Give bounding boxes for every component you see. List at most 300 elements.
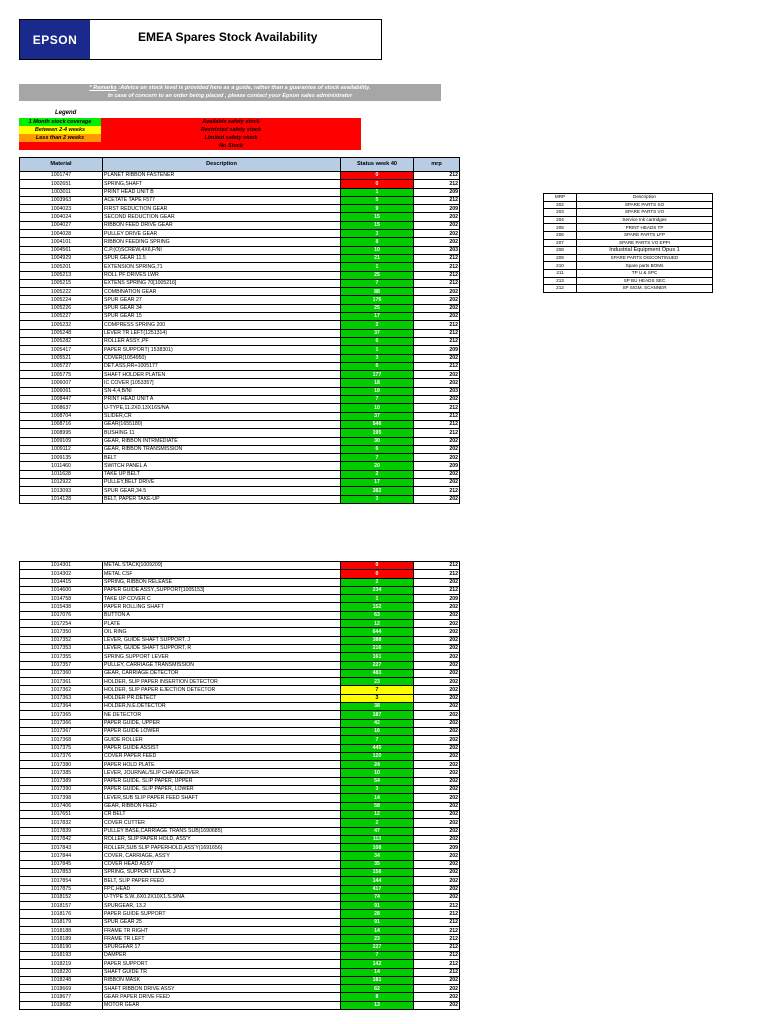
description-cell[interactable]: MOTOR GEAR [103,1001,341,1009]
description-cell[interactable]: DAMPER [103,951,341,959]
mrp-cell[interactable]: 202 [414,976,460,984]
description-cell[interactable]: HOLDER PR.DETECT [103,694,341,702]
table-row[interactable] [20,893,460,901]
table-row[interactable] [20,1001,460,1009]
material-cell[interactable]: 1017839 [20,827,103,835]
status-cell[interactable]: 14 [341,968,414,976]
description-cell[interactable]: GEAR, RIBBON INTRMEDIATE [103,437,341,445]
status-cell[interactable]: 23 [341,935,414,943]
description-cell[interactable]: DET.ASS,RR+1005177 [103,362,341,370]
status-cell[interactable]: 195 [341,429,414,437]
status-cell[interactable]: 483 [341,669,414,677]
status-cell[interactable]: 7 [341,736,414,744]
status-cell[interactable]: 0 [341,180,414,188]
table-row[interactable] [20,387,460,395]
table-row[interactable] [20,694,460,702]
description-cell[interactable]: FIRST REDUCTION GEAR [103,205,341,213]
header-status[interactable]: Status week 40 [341,158,414,172]
table-row[interactable] [20,678,460,686]
status-cell[interactable]: 17 [341,478,414,486]
status-cell[interactable]: 3 [341,230,414,238]
status-cell[interactable]: 35 [341,860,414,868]
table-row[interactable] [20,968,460,976]
material-cell[interactable]: 1017375 [20,744,103,752]
table-row[interactable] [20,620,460,628]
description-cell[interactable]: GEAR PAPER DRIVE FEED [103,993,341,1001]
material-cell[interactable]: 1018248 [20,976,103,984]
table-row[interactable] [20,761,460,769]
material-cell[interactable]: 1008716 [20,420,103,428]
mrp-cell[interactable]: 202 [414,835,460,843]
table-row[interactable] [20,769,460,777]
mrp-cell[interactable]: 202 [414,744,460,752]
table-row[interactable] [20,454,460,462]
status-cell[interactable]: 216 [341,644,414,652]
description-cell[interactable]: METAL STACK[1009209] [103,562,341,570]
status-cell[interactable]: 10 [341,404,414,412]
material-cell[interactable]: 1017352 [20,636,103,644]
material-cell[interactable]: 1005417 [20,346,103,354]
description-cell[interactable]: CR BELT [103,810,341,818]
table-row[interactable] [20,487,460,495]
mrp-cell[interactable]: 212 [414,279,460,287]
status-cell[interactable]: 28 [341,910,414,918]
description-cell[interactable]: U-TYPE,11.2X0.13X16S/NA [103,404,341,412]
table-row[interactable] [20,794,460,802]
table-row[interactable] [20,802,460,810]
header-mrp[interactable]: mrp [414,158,460,172]
description-cell[interactable]: SPUR GEAR 15 [103,313,341,321]
description-cell[interactable]: PAPER GUIDE ASSIST [103,744,341,752]
description-cell[interactable]: PAPER GUIDE, UPPER [103,719,341,727]
table-row[interactable] [20,221,460,229]
status-cell[interactable]: 34 [341,852,414,860]
description-cell[interactable]: GEAR, RIBBON FEED [103,802,341,810]
table-row[interactable] [20,661,460,669]
material-cell[interactable]: 1018176 [20,910,103,918]
mrp-cell[interactable]: 202 [414,578,460,586]
description-cell[interactable]: SHAFT GUIDE TR [103,968,341,976]
material-cell[interactable]: 1017390 [20,786,103,794]
description-cell[interactable]: SN-4,4,B/NI [103,387,341,395]
status-cell[interactable]: 63 [341,611,414,619]
mrp-cell[interactable]: 202 [414,470,460,478]
description-cell[interactable]: PAPER GUIDE, SLIP PAPER, UPPER [103,777,341,785]
status-cell[interactable]: 382 [341,487,414,495]
table-row[interactable] [20,860,460,868]
status-cell[interactable]: 6 [341,337,414,345]
status-cell[interactable]: 5 [341,196,414,204]
description-cell[interactable]: BELT [103,454,341,462]
material-cell[interactable]: 1018188 [20,927,103,935]
material-cell[interactable]: 1017254 [20,620,103,628]
mrp-cell[interactable]: 209 [414,595,460,603]
table-row[interactable] [20,777,460,785]
mrp-cell[interactable]: 202 [414,885,460,893]
material-cell[interactable]: 1018669 [20,985,103,993]
mrp-cell[interactable]: 202 [414,993,460,1001]
table-row[interactable] [20,346,460,354]
table-row[interactable] [20,354,460,362]
table-row[interactable] [20,279,460,287]
material-cell[interactable]: 1005282 [20,337,103,345]
description-cell[interactable]: SHAFT RIBBON DRIVE ASSY [103,985,341,993]
table-row[interactable] [20,744,460,752]
description-cell[interactable]: PRINT HEAD UNIT A [103,396,341,404]
table-row[interactable] [20,396,460,404]
material-cell[interactable]: 1017365 [20,711,103,719]
description-cell[interactable]: PAPER SUPPORT [103,960,341,968]
mrp-cell[interactable]: 202 [414,985,460,993]
description-cell[interactable]: LEVER, GUIDE SHAFT SUPPORT, R [103,644,341,652]
description-cell[interactable]: BELT, PAPER TAKE-UP [103,495,341,503]
status-cell[interactable]: 9 [341,205,414,213]
description-cell[interactable]: PRINT HEAD UNIT B [103,188,341,196]
status-cell[interactable]: 7 [341,686,414,694]
mrp-cell[interactable]: 202 [414,727,460,735]
mrp-cell[interactable]: 202 [414,354,460,362]
table-row[interactable] [20,404,460,412]
material-cell[interactable]: 1009135 [20,454,103,462]
table-row[interactable] [20,819,460,827]
mrp-cell[interactable]: 202 [414,221,460,229]
mrp-cell[interactable]: 202 [414,827,460,835]
material-cell[interactable]: 1017076 [20,611,103,619]
mrp-cell[interactable]: 212 [414,412,460,420]
table-row[interactable] [20,786,460,794]
mrp-cell[interactable]: 212 [414,570,460,578]
table-row[interactable] [20,329,460,337]
status-cell[interactable]: 10 [341,769,414,777]
description-cell[interactable]: HOLDER, SLIP PAPER EJECTION DETECTOR [103,686,341,694]
material-cell[interactable]: 1017843 [20,844,103,852]
table-row[interactable] [20,960,460,968]
description-cell[interactable]: ROLL PF DRIVES LWR [103,271,341,279]
material-cell[interactable]: 1001747 [20,172,103,180]
table-row[interactable] [20,437,460,445]
status-cell[interactable]: 7 [341,951,414,959]
table-row[interactable] [20,196,460,204]
table-row[interactable] [20,611,460,619]
mrp-cell[interactable]: 202 [414,620,460,628]
status-cell[interactable]: 2 [341,470,414,478]
table-row[interactable] [20,288,460,296]
table-row[interactable] [20,296,460,304]
mrp-cell[interactable]: 202 [414,769,460,777]
status-cell[interactable]: 21 [341,254,414,262]
material-cell[interactable]: 1005201 [20,263,103,271]
description-cell[interactable]: SPRING, SUPPORT LEVER, J [103,868,341,876]
status-cell[interactable]: 156 [341,868,414,876]
mrp-cell[interactable]: 202 [414,877,460,885]
material-cell[interactable]: 1014600 [20,586,103,594]
status-cell[interactable]: 23 [341,678,414,686]
status-cell[interactable]: 47 [341,827,414,835]
status-cell[interactable]: 3 [341,354,414,362]
table-row[interactable] [20,669,460,677]
mrp-cell[interactable]: 209 [414,346,460,354]
table-row[interactable] [20,636,460,644]
mrp-cell[interactable]: 212 [414,918,460,926]
material-cell[interactable]: 1017651 [20,810,103,818]
material-cell[interactable]: 1014302 [20,570,103,578]
description-cell[interactable]: GEAR, CARRIAGE DETECTOR [103,669,341,677]
table-row[interactable] [20,727,460,735]
material-cell[interactable]: 1017389 [20,777,103,785]
status-cell[interactable]: 187 [341,711,414,719]
table-row[interactable] [20,686,460,694]
material-cell[interactable]: 1002651 [20,180,103,188]
mrp-cell[interactable]: 202 [414,703,460,711]
material-cell[interactable]: 1018189 [20,935,103,943]
mrp-cell[interactable]: 212 [414,404,460,412]
status-cell[interactable]: 14 [341,794,414,802]
description-cell[interactable]: SPURGEAR, 13.2 [103,902,341,910]
description-cell[interactable]: PAPER GUIDE SUPPORT [103,910,341,918]
mrp-cell[interactable]: 202 [414,761,460,769]
mrp-cell[interactable]: 202 [414,445,460,453]
description-cell[interactable]: NE DETECTOR [103,711,341,719]
material-cell[interactable]: 1017361 [20,678,103,686]
material-cell[interactable]: 1004023 [20,205,103,213]
table-row[interactable] [20,371,460,379]
description-cell[interactable]: ROLLER,SUB SLIP PAPERHOLD,ASS'Y(1691656) [103,844,341,852]
mrp-cell[interactable]: 202 [414,603,460,611]
material-cell[interactable]: 1005226 [20,304,103,312]
table-row[interactable] [20,271,460,279]
material-cell[interactable]: 1005213 [20,271,103,279]
table-row[interactable] [20,495,460,503]
description-cell[interactable]: PAPER GUIDE, SLIP PAPER, LOWER [103,786,341,794]
material-cell[interactable]: 1004101 [20,238,103,246]
table-row[interactable] [20,379,460,387]
table-row[interactable] [20,321,460,329]
status-cell[interactable]: 161 [341,653,414,661]
status-cell[interactable]: 1 [341,263,414,271]
material-cell[interactable]: 1018152 [20,893,103,901]
description-cell[interactable]: SPURGEAR 17 [103,943,341,951]
status-cell[interactable]: 30 [341,437,414,445]
status-cell[interactable]: 0 [341,562,414,570]
material-cell[interactable]: 1005727 [20,362,103,370]
material-cell[interactable]: 1017368 [20,736,103,744]
description-cell[interactable]: BUTTON A [103,611,341,619]
description-cell[interactable]: METAL CSF [103,570,341,578]
mrp-cell[interactable]: 202 [414,288,460,296]
material-cell[interactable]: 1017376 [20,752,103,760]
status-cell[interactable]: 18 [341,379,414,387]
description-cell[interactable]: IC COVER [1053357] [103,379,341,387]
table-row[interactable] [20,578,460,586]
status-cell[interactable]: 25 [341,304,414,312]
mrp-cell[interactable]: 202 [414,653,460,661]
table-row[interactable] [20,205,460,213]
mrp-cell[interactable]: 212 [414,902,460,910]
description-cell[interactable]: SHAFT HOLDER PLATEN [103,371,341,379]
table-row[interactable] [20,213,460,221]
material-cell[interactable]: 1017353 [20,644,103,652]
table-row[interactable] [20,719,460,727]
material-cell[interactable]: 1015438 [20,603,103,611]
status-cell[interactable]: 38 [341,703,414,711]
material-cell[interactable]: 1008637 [20,404,103,412]
status-cell[interactable]: 12 [341,620,414,628]
description-cell[interactable]: ACETATE TAPE F577 [103,196,341,204]
material-cell[interactable]: 1005775 [20,371,103,379]
description-cell[interactable]: COVER CUTTER [103,819,341,827]
mrp-cell[interactable]: 202 [414,304,460,312]
mrp-cell[interactable]: 209 [414,205,460,213]
mrp-cell[interactable]: 202 [414,454,460,462]
description-cell[interactable]: SPUR GEAR,34.5 [103,487,341,495]
status-cell[interactable]: 15 [341,213,414,221]
material-cell[interactable]: 1006061 [20,387,103,395]
table-row[interactable] [20,927,460,935]
material-cell[interactable]: 1014301 [20,562,103,570]
material-cell[interactable]: 1004561 [20,246,103,254]
table-row[interactable] [20,918,460,926]
status-cell[interactable]: 1 [341,346,414,354]
mrp-cell[interactable]: 202 [414,230,460,238]
status-cell[interactable]: 16 [341,727,414,735]
mrp-cell[interactable]: 202 [414,644,460,652]
table-row[interactable] [20,429,460,437]
material-cell[interactable]: 1018220 [20,968,103,976]
material-cell[interactable]: 1018193 [20,951,103,959]
material-cell[interactable]: 1014758 [20,595,103,603]
table-row[interactable] [20,976,460,984]
status-cell[interactable]: 54 [341,777,414,785]
material-cell[interactable]: 1005232 [20,321,103,329]
table-row[interactable] [20,586,460,594]
mrp-cell[interactable]: 212 [414,429,460,437]
material-cell[interactable]: 1017360 [20,669,103,677]
description-cell[interactable]: RIBBON FEEDING SPRING [103,238,341,246]
description-cell[interactable]: BUSHING 11 [103,429,341,437]
table-row[interactable] [20,254,460,262]
mrp-cell[interactable]: 202 [414,371,460,379]
description-cell[interactable]: ROLLER ASSY.,PF [103,337,341,345]
mrp-cell[interactable]: 202 [414,852,460,860]
mrp-cell[interactable]: 202 [414,736,460,744]
mrp-cell[interactable]: 202 [414,678,460,686]
description-cell[interactable]: COVER, CARRIAGE, ASS'Y [103,852,341,860]
status-cell[interactable]: 24 [341,761,414,769]
material-cell[interactable]: 1017355 [20,653,103,661]
mrp-cell[interactable]: 202 [414,1001,460,1009]
status-cell[interactable]: 142 [341,960,414,968]
status-cell[interactable]: 91 [341,902,414,910]
description-cell[interactable]: SPUR GEAR 11.5 [103,254,341,262]
material-cell[interactable]: 1017832 [20,819,103,827]
description-cell[interactable]: COVER PAPER FEED [103,752,341,760]
material-cell[interactable]: 1017406 [20,802,103,810]
material-cell[interactable]: 1012922 [20,478,103,486]
table-row[interactable] [20,943,460,951]
material-cell[interactable]: 1018219 [20,960,103,968]
table-row[interactable] [20,230,460,238]
description-cell[interactable]: SPRING, RIBBON RELEASE [103,578,341,586]
description-cell[interactable]: FRAME TR LEFT [103,935,341,943]
status-cell[interactable]: 8 [341,993,414,1001]
mrp-cell[interactable]: 209 [414,188,460,196]
mrp-cell[interactable]: 202 [414,396,460,404]
mrp-cell[interactable]: 202 [414,636,460,644]
description-cell[interactable]: PAPER ROLLING SHAFT [103,603,341,611]
status-cell[interactable]: 0 [341,570,414,578]
status-cell[interactable]: 2 [341,321,414,329]
status-cell[interactable]: 8 [341,238,414,246]
material-cell[interactable]: 1008995 [20,429,103,437]
mrp-cell[interactable]: 202 [414,296,460,304]
table-row[interactable] [20,951,460,959]
description-cell[interactable]: BELT, SLIP PAPER FEED [103,877,341,885]
mrp-cell[interactable]: 212 [414,196,460,204]
status-cell[interactable]: 227 [341,661,414,669]
mrp-cell[interactable]: 202 [414,661,460,669]
material-cell[interactable]: 1006007 [20,379,103,387]
status-cell[interactable]: 20 [341,462,414,470]
material-cell[interactable]: 1014128 [20,495,103,503]
status-cell[interactable]: 58 [341,802,414,810]
description-cell[interactable]: LEVER, JOURNAL/SLIP CHANGEOVER [103,769,341,777]
status-cell[interactable]: 120 [341,752,414,760]
description-cell[interactable]: RIBBON MASK [103,976,341,984]
status-cell[interactable]: 0 [341,172,414,180]
material-cell[interactable]: 1004024 [20,213,103,221]
mrp-cell[interactable]: 212 [414,321,460,329]
table-row[interactable] [20,478,460,486]
status-cell[interactable]: 152 [341,603,414,611]
material-cell[interactable]: 1018190 [20,943,103,951]
mrp-cell[interactable]: 212 [414,951,460,959]
mrp-cell[interactable]: 212 [414,487,460,495]
description-cell[interactable]: PULLEY,BELT DRIVE [103,478,341,486]
description-cell[interactable]: EXTENSION SPRING,71 [103,263,341,271]
mrp-cell[interactable]: 202 [414,794,460,802]
description-cell[interactable]: PAPER HOLD PLATE [103,761,341,769]
material-cell[interactable]: 1008704 [20,412,103,420]
mrp-cell[interactable]: 202 [414,719,460,727]
material-cell[interactable]: 1004028 [20,230,103,238]
status-cell[interactable]: 176 [341,296,414,304]
table-row[interactable] [20,337,460,345]
material-cell[interactable]: 1003011 [20,188,103,196]
table-row[interactable] [20,445,460,453]
description-cell[interactable]: COMPRESS SPRING 200 [103,321,341,329]
mrp-cell[interactable]: 202 [414,810,460,818]
mrp-cell[interactable]: 202 [414,686,460,694]
status-cell[interactable]: 6 [341,362,414,370]
material-cell[interactable]: 1005224 [20,296,103,304]
material-cell[interactable]: 1017362 [20,686,103,694]
status-cell[interactable]: 388 [341,636,414,644]
material-cell[interactable]: 1017380 [20,761,103,769]
description-cell[interactable]: COVER(1054950) [103,354,341,362]
status-cell[interactable]: 3 [341,786,414,794]
material-cell[interactable]: 1009109 [20,437,103,445]
table-row[interactable] [20,910,460,918]
material-cell[interactable]: 1018682 [20,1001,103,1009]
description-cell[interactable]: SWITCH PANEL A [103,462,341,470]
mrp-cell[interactable]: 202 [414,628,460,636]
material-cell[interactable]: 1014415 [20,578,103,586]
mrp-cell[interactable]: 202 [414,611,460,619]
table-row[interactable] [20,885,460,893]
table-row[interactable] [20,304,460,312]
status-cell[interactable]: 445 [341,744,414,752]
description-cell[interactable]: RIBBON FEED DRIVE GEAR [103,221,341,229]
